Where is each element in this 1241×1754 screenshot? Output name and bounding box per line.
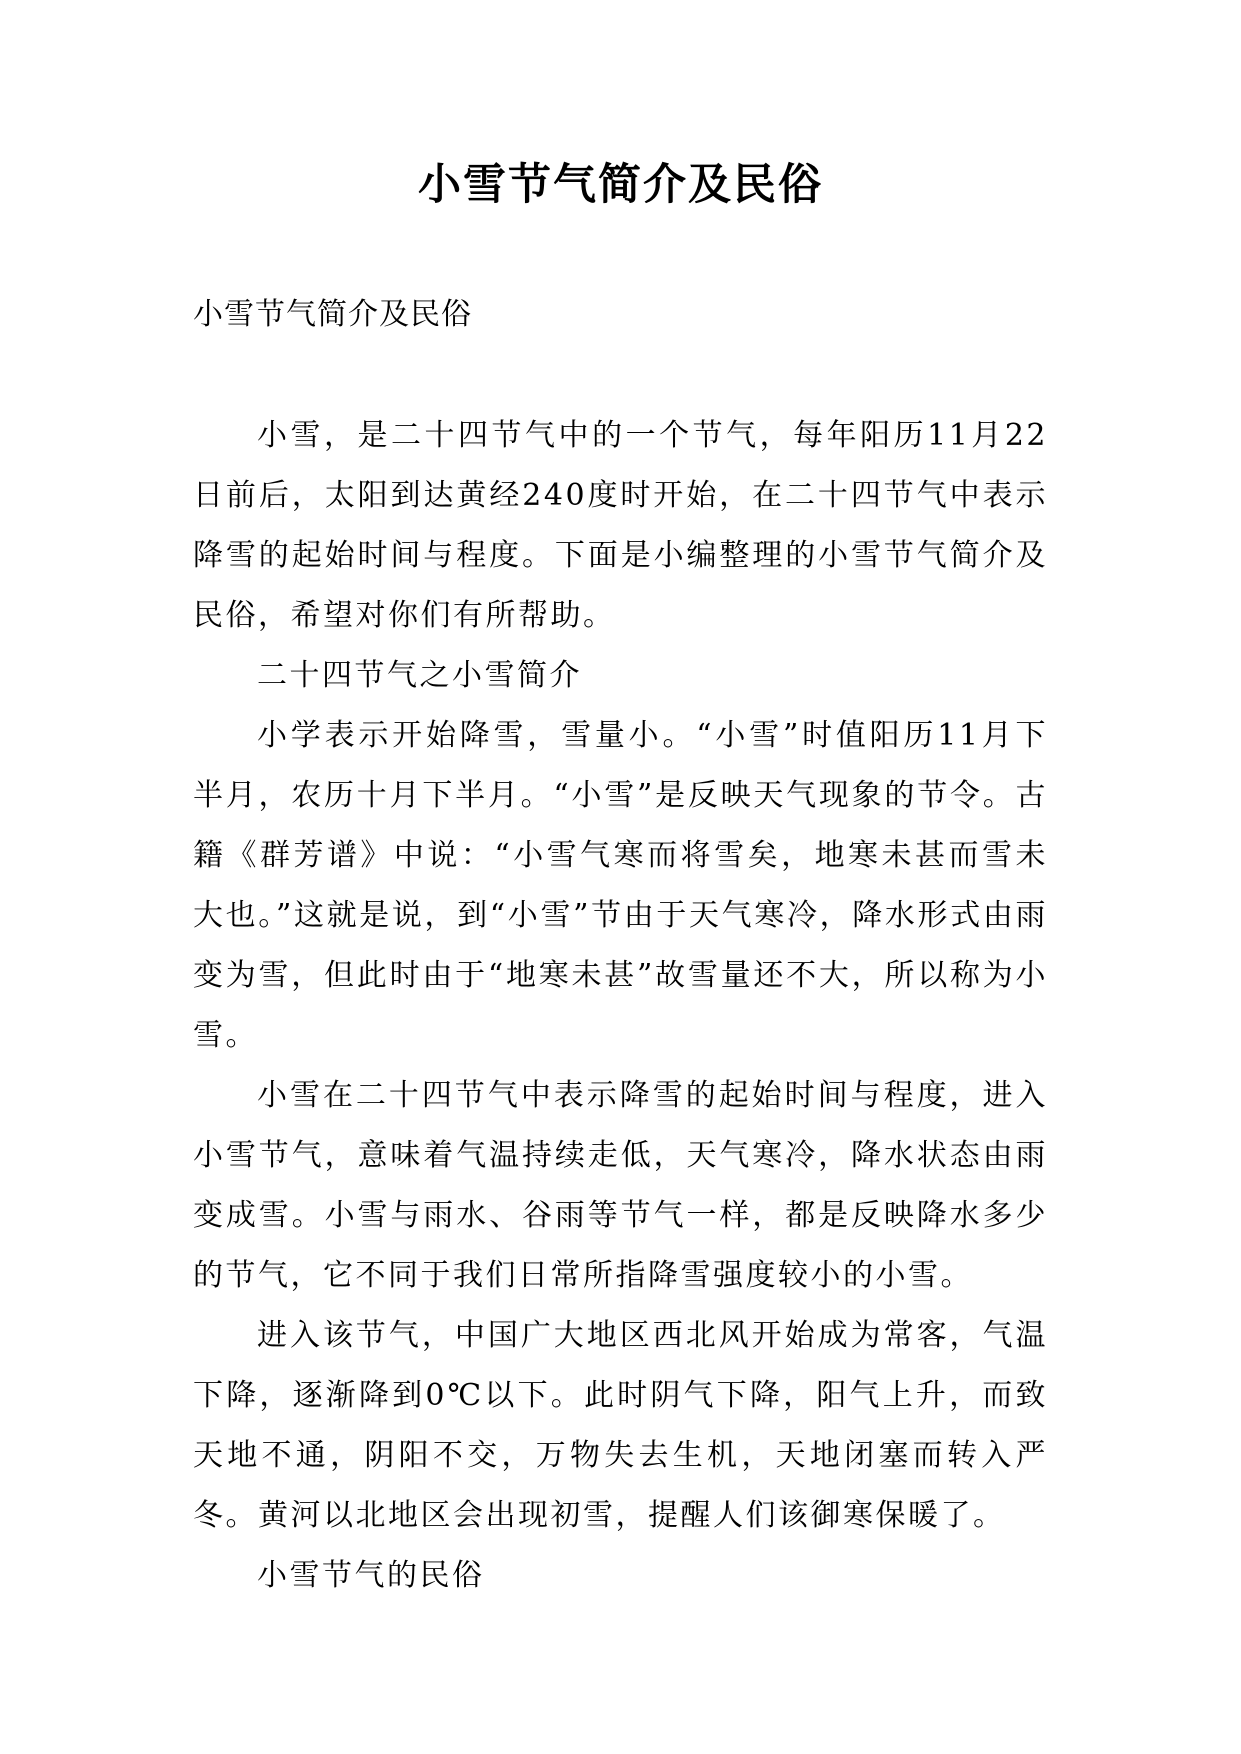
document-subtitle: 小雪节气简介及民俗 [193, 297, 472, 332]
section-heading-customs: 小雪节气的民俗 [257, 1558, 485, 1593]
body-paragraph: 进入该节气，中国广大地区西北风开始成为常客，气温下降，逐渐降到0℃以下。此时阴气下降，阳气上升，而致天地不通，阴阳不交，万物失去生机，天地闭塞而转入严冬。黄河以北地区会出现初雪，提醒人们该御寒保暖了。 [193, 1318, 1048, 1533]
intro-paragraph: 小雪，是二十四节气中的一个节气，每年阳历11月22日前后，太阳到达黄经240度时开始，在二十四节气中表示降雪的起始时间与程度。下面是小编整理的小雪节气简介及民俗，希望对你们有所帮助。 [193, 418, 1048, 633]
body-paragraph: 小学表示开始降雪，雪量小。“小雪”时值阳历11月下半月，农历十月下半月。“小雪”是反映天气现象的节令。古籍《群芳谱》中说：“小雪气寒而将雪矣，地寒未甚而雪未大也。”这就是说，到“小雪”节由于天气寒冷，降水形式由雨变为雪，但此时由于“地寒未甚”故雪量还不大，所以称为小雪。 [193, 718, 1048, 1053]
body-paragraph: 小雪在二十四节气中表示降雪的起始时间与程度，进入小雪节气，意味着气温持续走低，天气寒冷，降水状态由雨变成雪。小雪与雨水、谷雨等节气一样，都是反映降水多少的节气，它不同于我们日常所指降雪强度较小的小雪。 [193, 1078, 1048, 1293]
document-title: 小雪节气简介及民俗 [418, 160, 823, 210]
document-body [193, 285, 1048, 1606]
section-heading-intro: 二十四节气之小雪简介 [257, 658, 582, 693]
